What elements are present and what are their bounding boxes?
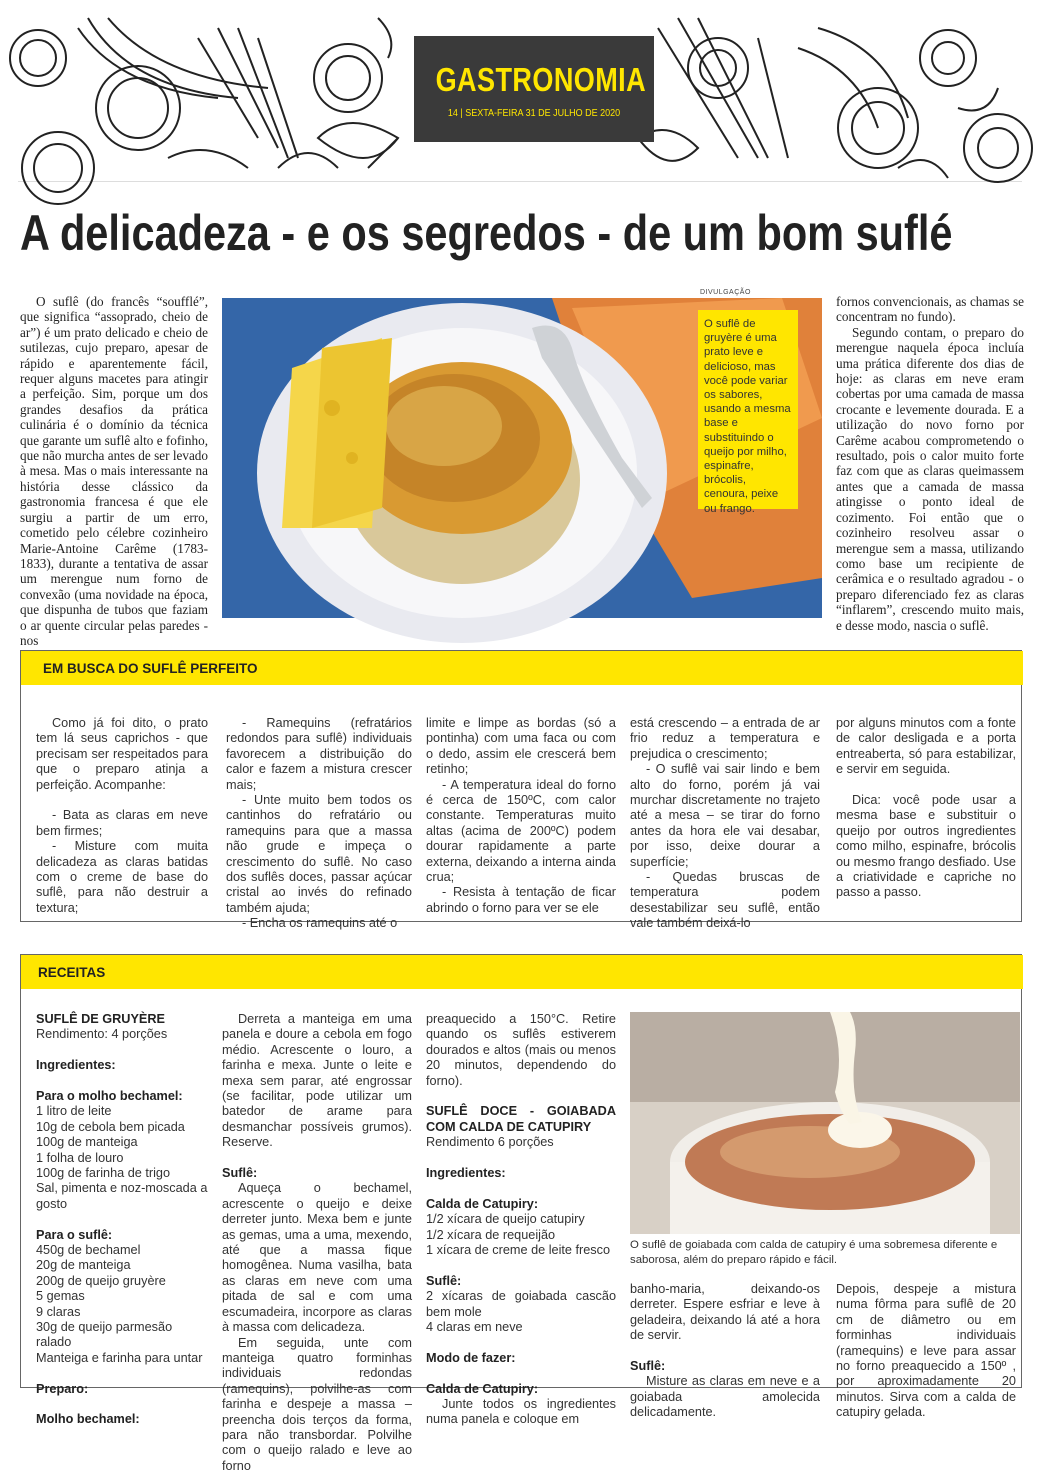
recipe-1-prep-label: Preparo: — [36, 1381, 89, 1396]
intro-column-right — [836, 294, 1024, 633]
ingredient-item: 200g de queijo gruyère — [36, 1273, 166, 1288]
ingredient-item: Sal, pimenta e noz-moscada a gosto — [36, 1181, 208, 1211]
ingredient-item: 1/2 xícara de requeijão — [426, 1227, 556, 1242]
tips-paragraph: - Encha os ramequins até o — [242, 916, 398, 931]
recipes-box-title: RECEITAS — [21, 955, 1023, 989]
ingredient-item: 450g de bechamel — [36, 1243, 141, 1258]
tips-paragraph: - Ramequins (refratários redondos para suflê) individuais favorecem a distribuição do calor e fazem a mistura crescer mais; — [226, 716, 412, 792]
ingredient-item: 9 claras — [36, 1304, 81, 1319]
goiabada-souffle-illustration — [630, 1012, 1020, 1234]
recipe-2-sauce-label: Calda de Catupiry: — [426, 1196, 539, 1211]
tips-paragraph: - Quedas bruscas de temperatura podem desestabilizar seu suflê, então vale também deixá-lo — [630, 870, 820, 931]
header-banner — [18, 18, 1022, 182]
recipe-2-column — [426, 1012, 616, 1428]
recipe-1-method — [222, 1012, 412, 1474]
recipe-2-souffle-text: Misture as claras em neve e a goiabada amolecida delicadamente. — [630, 1374, 820, 1420]
ingredient-item: 1 litro de leite — [36, 1104, 112, 1119]
recipe-1-souffle-label: Para o suflê: — [36, 1227, 113, 1242]
tips-paragraph: - Misture com muita delicadeza as claras batidas com o creme de base do suflê, para não destruir a textura; — [36, 839, 208, 915]
ingredient-item: 30g de queijo parmesão ralado — [36, 1320, 173, 1350]
photo-caption: O suflê de goiabada com calda de catupiry é uma sobremesa diferente e saborosa, além do preparo rápido e fácil. — [630, 1239, 998, 1266]
intro-right-paragraph-2: Segundo contam, o preparo do merengue naquela época incluía uma prática diferente dos dias de hoje: as claras em neve eram cobertas por uma camada de massa crocante e levemente dourada. E a utilização do novo forno por Carême acabou comprometendo o resultado, pois o calor muito forte faz com que as claras queimassem antes que a camada de massa atingisse o ponto ideal de cozimento. Foi então que o cozinheiro resolveu assar o merengue sem a massa, utilizando como base um recipiente de cerâmica e o resultado agradou - o preparo diferenciado fez as claras “inflarem”, crescendo muito mais, e desse modo, nascia o suflê. — [836, 324, 1024, 633]
ingredient-item: 5 gemas — [36, 1289, 85, 1304]
tips-paragraph: - O suflê vai sair lindo e bem alto do forno, porém já vai murchar discretamente no trajeto até a mesa – se tirar do forno antes da hora ele vai desabar, por isso, deixe dourar a superfície; — [630, 762, 820, 869]
tips-paragraph: Dica: você pode usar a mesma base e substituir o queijo por outros ingredientes como milho, espinafre, brócolis ou mesmo frango desfiado. Use a criatividade e capriche no passo a passo. — [836, 793, 1016, 900]
recipe-2-souffle-label: Suflê: — [426, 1273, 462, 1288]
recipe-1-ingredients-label: Ingredientes: — [36, 1058, 116, 1073]
tips-column-3 — [426, 716, 616, 916]
ingredient-item: 100g de manteiga — [36, 1135, 138, 1150]
souffle-goiabada-photo — [630, 1012, 1020, 1234]
intro-right-paragraph-1: fornos convencionais, as chamas se concentram no fundo). — [836, 294, 1024, 325]
ingredient-item: Manteiga e farinha para untar — [36, 1350, 203, 1365]
tips-column-5 — [836, 716, 1016, 901]
tips-paragraph: - Resista à tentação de ficar abrindo o forno para ver se ele — [426, 885, 616, 915]
tips-paragraph: - A temperatura ideal do forno é cerca de 150ºC, com calor constante. Temperaturas muito altas (acima de 200ºC) podem dourar rapidamente a parte externa, deixando a interna ainda crua; — [426, 777, 616, 885]
masthead — [414, 36, 654, 142]
recipe-2-method-label: Modo de fazer: — [426, 1350, 516, 1365]
recipe-2-method-column-2 — [836, 1282, 1016, 1421]
tips-paragraph: - Bata as claras em neve bem firmes; — [36, 808, 208, 838]
photo-credit: DIVULGAÇÃO — [700, 289, 751, 296]
recipe-1-bechamel-step-label: Molho bechamel: — [36, 1412, 140, 1427]
recipe-2-souffle-step-label: Suflê: — [630, 1359, 666, 1374]
ingredient-item: 20g de manteiga — [36, 1258, 131, 1273]
tips-paragraph: limite e limpe as bordas (só a pontinha) com uma faca ou com o dedo, assim ele crescerá bem retinho; — [426, 716, 616, 777]
recipe-1-souffle-text-continued: Em seguida, unte com manteiga quatro forminhas individuais redondas (ramequins), polvilhe-as com farinha e despeje a massa – preencha dois terços da forma, para não transbordar. Polvilhe com o queijo ralado e leve ao forno — [222, 1335, 412, 1473]
recipe-1-souffle-text: Aqueça o bechamel, acrescente o queijo e deixe derreter junto. Mexa bem e junte as gemas, uma a uma, mexendo, até que a massa fique homogênea. Numa vasilha, bata as claras em neve com uma pitada de sal e com uma escumadeira, incorpore as claras à massa com delicadeza. — [222, 1181, 412, 1335]
ingredient-item: 1 folha de louro — [36, 1150, 124, 1165]
section-title: GASTRONOMIA — [435, 61, 647, 98]
recipe-2-yield: Rendimento 6 porções — [426, 1135, 554, 1150]
recipe-1-yield: Rendimento: 4 porções — [36, 1027, 168, 1042]
ingredient-item: 2 xícaras de goiabada cascão bem mole — [426, 1289, 616, 1319]
recipe-1-bechamel-text: Derreta a manteiga em uma panela e doure a cebola em fogo médio. Acrescente o louro, a farinha e mexa. Junte o leite e mexa sem parar, até engrossar (se facilitar, pode utilizar um batedor de arame para desmanchar possíveis grumos). Reserve. — [222, 1012, 412, 1150]
recipe-2-method-column-1 — [630, 1282, 820, 1421]
ingredient-item: 4 claras em neve — [426, 1320, 523, 1335]
ingredient-item: 1 xícara de creme de leite fresco — [426, 1243, 611, 1258]
tips-paragraph: Como já foi dito, o prato tem lá seus caprichos - que precisam ser respeitados para que o preparo atinja a perfeição. Acompanhe: — [36, 716, 208, 792]
headline: A delicadeza - e os segredos - de um bom suflé — [20, 205, 953, 261]
recipe-1-ingredients — [36, 1012, 208, 1428]
recipe-2-title: SUFLÊ DOCE - GOIABADA COM CALDA DE CATUPIRY — [426, 1104, 616, 1134]
recipe-2-ingredients-label: Ingredientes: — [426, 1166, 506, 1181]
recipe-2-sauce-text: Junte todos os ingredientes numa panela e coloque em — [426, 1397, 616, 1427]
recipe-1-title: SUFLÊ DE GRUYÈRE — [36, 1012, 166, 1026]
intro-column-left: O suflê (do francês “soufflé”, que significa “assoprado, cheio de ar”) é um prato delicado e cheio de sutilezas, cujo preparo, apesar de rápido e aparentemente fácil, requer alguns macetes para atingir a perfeição. Sim, porque um dos grandes desafios da prática culinária é o domínio da técnica que garante um suflê alto e fofinho, que não murcha antes de ser levado à mesa. Mas o mais interessante na história desse clássico da gastronomia francesa é que ele surgiu a partir de um erro, cometido pelo célebre cozinheiro Marie-Antoine Carême (1783-1833), durante a tentativa de assar um merengue num forno de convexão (uma novidade na época, que dispunha de tubos que faziam o ar quente circular pelas paredes - nos — [20, 294, 208, 648]
ingredient-item: 100g de farinha de trigo — [36, 1166, 171, 1181]
ingredient-item: 1/2 xícara de queijo catupiry — [426, 1212, 585, 1227]
recipe-2-sauce-step-label: Calda de Catupiry: — [426, 1381, 539, 1396]
date-line: 14 | SEXTA-FEIRA 31 DE JULHO DE 2020 — [447, 108, 621, 119]
tips-paragraph: por alguns minutos com a fonte de calor desligada e a porta entreaberta, só para estabilizar, e servir em seguida. — [836, 716, 1016, 777]
tips-column-2 — [226, 716, 412, 932]
tips-box-title: EM BUSCA DO SUFLÊ PERFEITO — [21, 651, 1023, 685]
tips-column-1 — [36, 716, 208, 916]
tips-paragraph: está crescendo – a entrada de ar frio reduz a temperatura e prejudica o crescimento; — [630, 716, 820, 761]
recipe-2-souffle-text-continued: Depois, despeje a mistura numa fôrma para suflê de 20 cm de diâmetro ou em forminhas individuais (ramequins) e leve para assar no forno preaquecido a 150º , por aproximadamente 20 minutos. Sirva com a calda de catupiry gelada. — [836, 1282, 1016, 1420]
photo-callout: O suflê de gruyère é uma prato leve e delicioso, mas você pode variar os sabores, usando a mesma base e substituindo o queijo por milho, espinafre, brócolis, cenoura, peixe ou frango. — [698, 310, 798, 509]
tips-column-4 — [630, 716, 820, 932]
recipe-1-souffle-step-label: Suflê: — [222, 1166, 258, 1181]
recipe-2-sauce-text-continued: banho-maria, deixando-os derreter. Espere esfriar e leve à geladeira, deixando lá até a hora de servir. — [630, 1282, 820, 1343]
tips-paragraph: - Unte muito bem todos os cantinhos do refratário ou ramequins para que a massa não grude e impeça o crescimento do suflê. No caso dos suflês doces, passar açúcar cristal ao invés do refinado também ajuda; — [226, 793, 412, 915]
recipe-1-souffle-text-end: preaquecido a 150°C. Retire quando os suflês estiverem dourados e altos (mais ou menos 20 minutos, dependendo do forno). — [426, 1012, 616, 1088]
ingredient-item: 10g de cebola bem picada — [36, 1119, 185, 1134]
recipe-1-bechamel-label: Para o molho bechamel: — [36, 1089, 183, 1103]
